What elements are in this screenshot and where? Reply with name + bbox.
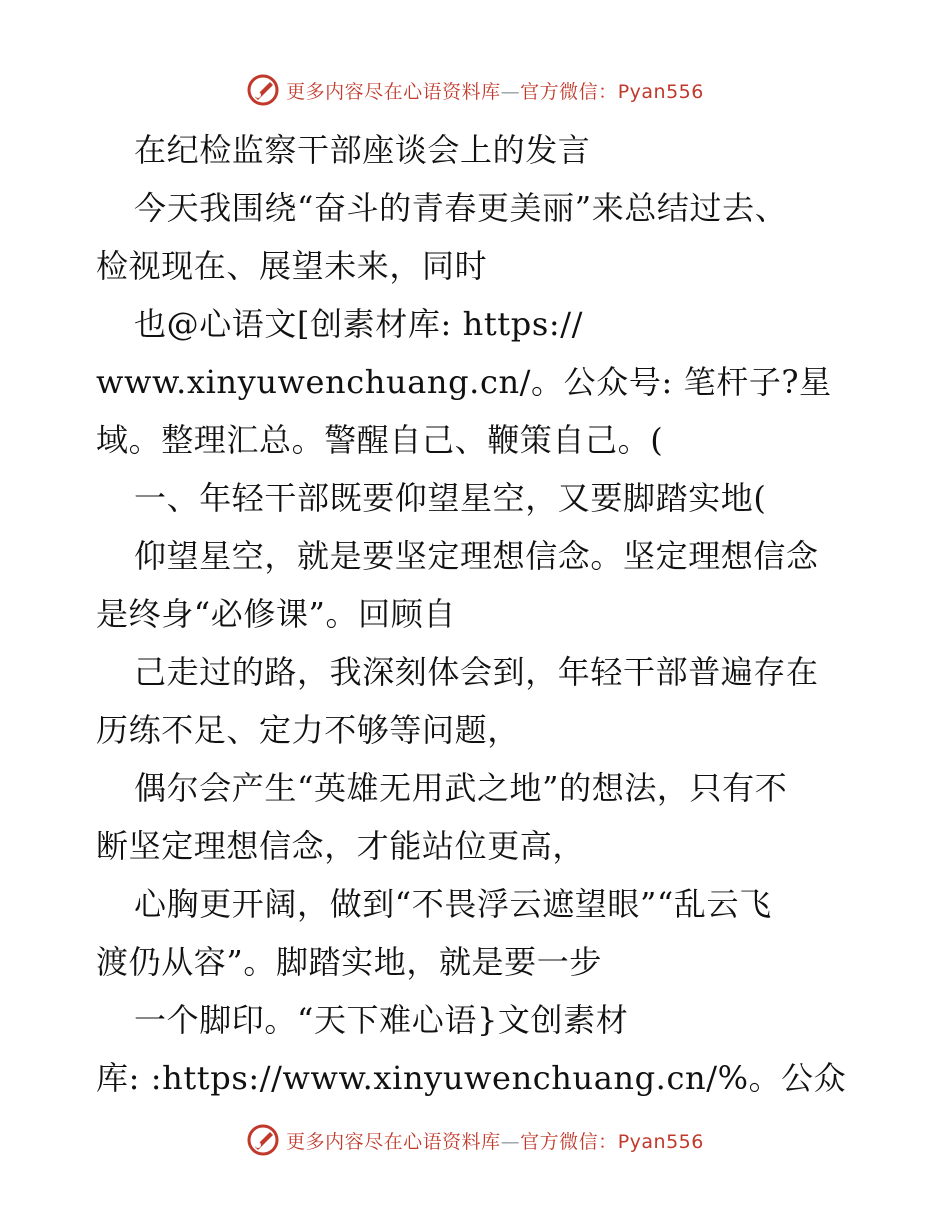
text-line: 断坚定理想信念，才能站位更高，: [96, 827, 586, 865]
brand-logo-icon: [246, 1123, 280, 1157]
text-line: 检视现在、展望未来，同时: [96, 247, 488, 285]
watermark-footer: [0, 1120, 950, 1160]
text-line: 也@心语文[创素材库: https://: [134, 305, 584, 343]
text-line: 库: :https://www.xinyuwenchuang.cn/%。公众: [96, 1059, 847, 1097]
watermark-main: 更多内容尽在心语资料库: [286, 80, 501, 103]
watermark-handle: Pyan556: [617, 80, 704, 103]
watermark-text: [286, 77, 704, 104]
watermark-header: [0, 70, 950, 110]
text-line: 历练不足、定力不够等问题，: [96, 711, 520, 749]
watermark-sep: —: [500, 80, 521, 103]
watermark-suffix: 官方微信：: [520, 80, 618, 103]
watermark-sep: —: [500, 1130, 521, 1153]
text-line: 今天我围绕“奋斗的青春更美丽”来总结过去、: [134, 189, 788, 227]
watermark-suffix: 官方微信：: [520, 1130, 618, 1153]
text-line: 是终身“必修课”。回顾自: [96, 595, 456, 633]
text-line: 心胸更开阔，做到“不畏浮云遮望眼”“乱云飞: [134, 885, 772, 923]
document-body: [96, 121, 856, 1107]
doc-title: 在纪检监察干部座谈会上的发言: [134, 131, 591, 169]
text-line: 己走过的路，我深刻体会到，年轻干部普遍存在: [134, 653, 819, 691]
section-heading: 一、年轻干部既要仰望星空，又要脚踏实地(: [134, 479, 767, 517]
watermark-main: 更多内容尽在心语资料库: [286, 1130, 501, 1153]
watermark-text: [286, 1127, 704, 1154]
text-line: 一个脚印。“天下难心语}文创素材: [134, 1001, 629, 1039]
brand-logo-icon: [246, 73, 280, 107]
watermark-handle: Pyan556: [617, 1130, 704, 1153]
text-line: 渡仍从容”。脚踏实地，就是要一步: [96, 943, 602, 981]
text-line: 域。整理汇总。警醒自己、鞭策自己。(: [96, 421, 664, 459]
text-line: www.xinyuwenchuang.cn/。公众号: 笔杆子?星: [96, 363, 832, 401]
text-line: 偶尔会产生“英雄无用武之地”的想法，只有不: [134, 769, 788, 807]
text-line: 仰望星空，就是要坚定理想信念。坚定理想信念: [134, 537, 819, 575]
